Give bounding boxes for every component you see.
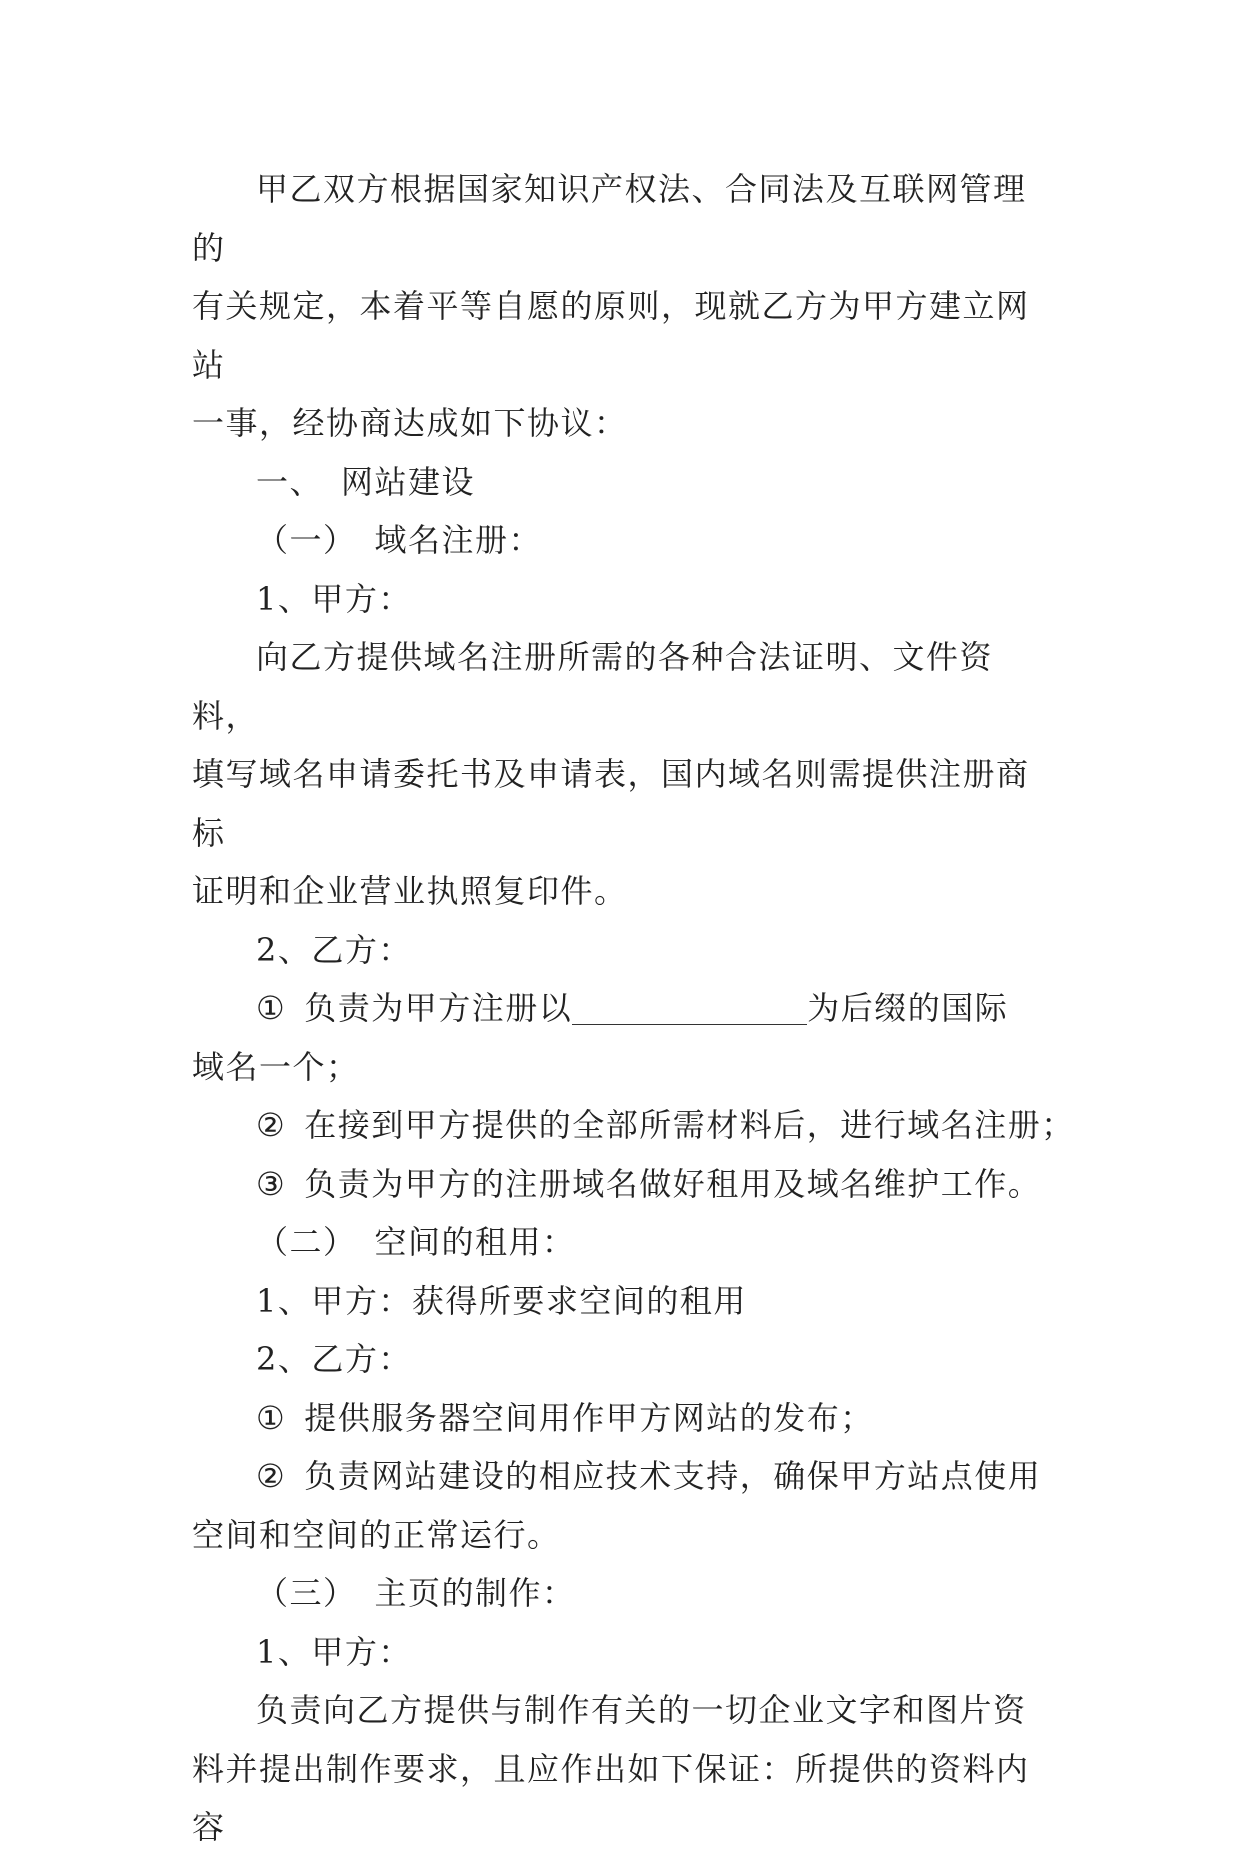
party-a-label: 1、甲方： xyxy=(256,579,412,618)
item-text-before-blank: 负责为甲方注册以 xyxy=(304,989,573,1027)
intro-line-1: 甲乙双方根据国家知识产权法、合同法及互联网管理的 xyxy=(192,170,1027,267)
homepage-party-a-line-2: 料并提出制作要求，且应作出如下保证：所提供的资料内容 xyxy=(192,1749,1030,1846)
subsection-title: 主页的制作： xyxy=(374,1574,576,1612)
homepage-party-a-label: 1、甲方： xyxy=(256,1632,412,1671)
space-party-b-label: 2、乙方： xyxy=(256,1340,412,1378)
intro-line-3: 一事，经协商达成如下协议： xyxy=(192,404,628,442)
section-title: 网站建设 xyxy=(341,462,476,501)
space-party-b-item-2-line-2: 空间和空间的正常运行。 xyxy=(192,1515,561,1554)
item-marker: ② xyxy=(256,1457,287,1495)
item-text: 负责为甲方的注册域名做好租用及域名维护工作。 xyxy=(304,1164,1042,1203)
space-party-a-line: 1、甲方：获得所要求空间的租用 xyxy=(256,1281,747,1320)
item-marker: ① xyxy=(256,989,287,1027)
subsection-number: （一） xyxy=(256,521,357,559)
subsection-heading-domain-registration xyxy=(192,511,1052,570)
party-a-duty-line-2: 填写域名申请委托书及申请表，国内域名则需提供注册商标 xyxy=(192,755,1030,852)
party-a-duty-line-1: 向乙方提供域名注册所需的各种合法证明、文件资料， xyxy=(192,638,994,735)
item-text-after-blank: 为后缀的国际 xyxy=(807,989,1009,1027)
subsection-number: （二） xyxy=(256,1223,357,1261)
party-b-item-1-line-2: 域名一个； xyxy=(192,1047,360,1086)
subsection-title: 域名注册： xyxy=(374,521,543,559)
item-text: 提供服务器空间用作甲方网站的发布； xyxy=(304,1398,874,1437)
item-text: 负责网站建设的相应技术支持，确保甲方站点使用 xyxy=(304,1457,1042,1495)
space-party-b-item-1 xyxy=(192,1389,1052,1448)
domain-suffix-blank-field[interactable] xyxy=(572,990,807,1025)
subsection-number: （三） xyxy=(256,1574,357,1612)
party-b-item-3 xyxy=(192,1155,1052,1214)
intro-line-2: 有关规定，本着平等自愿的原则，现就乙方为甲方建立网站 xyxy=(192,287,1030,384)
document-body xyxy=(192,160,1075,1857)
section-number: 一、 xyxy=(256,462,324,501)
party-b-label: 2、乙方： xyxy=(256,930,412,969)
space-party-b-item-2 xyxy=(192,1447,1052,1506)
subsection-heading-space-rental xyxy=(192,1213,1052,1272)
homepage-party-a-line-1: 负责向乙方提供与制作有关的一切企业文字和图片资 xyxy=(256,1691,1027,1729)
party-b-item-1 xyxy=(192,979,1052,1038)
party-a-duty-line-3: 证明和企业营业执照复印件。 xyxy=(192,872,628,910)
item-marker: ① xyxy=(256,1398,287,1437)
item-marker: ③ xyxy=(256,1164,287,1203)
section-heading-website-construction xyxy=(192,453,1052,512)
item-text: 在接到甲方提供的全部所需材料后，进行域名注册； xyxy=(304,1106,1075,1144)
subsection-heading-homepage-production xyxy=(192,1564,1052,1623)
item-marker: ② xyxy=(256,1106,287,1144)
subsection-title: 空间的租用： xyxy=(374,1223,576,1261)
party-b-item-2 xyxy=(192,1096,1075,1155)
